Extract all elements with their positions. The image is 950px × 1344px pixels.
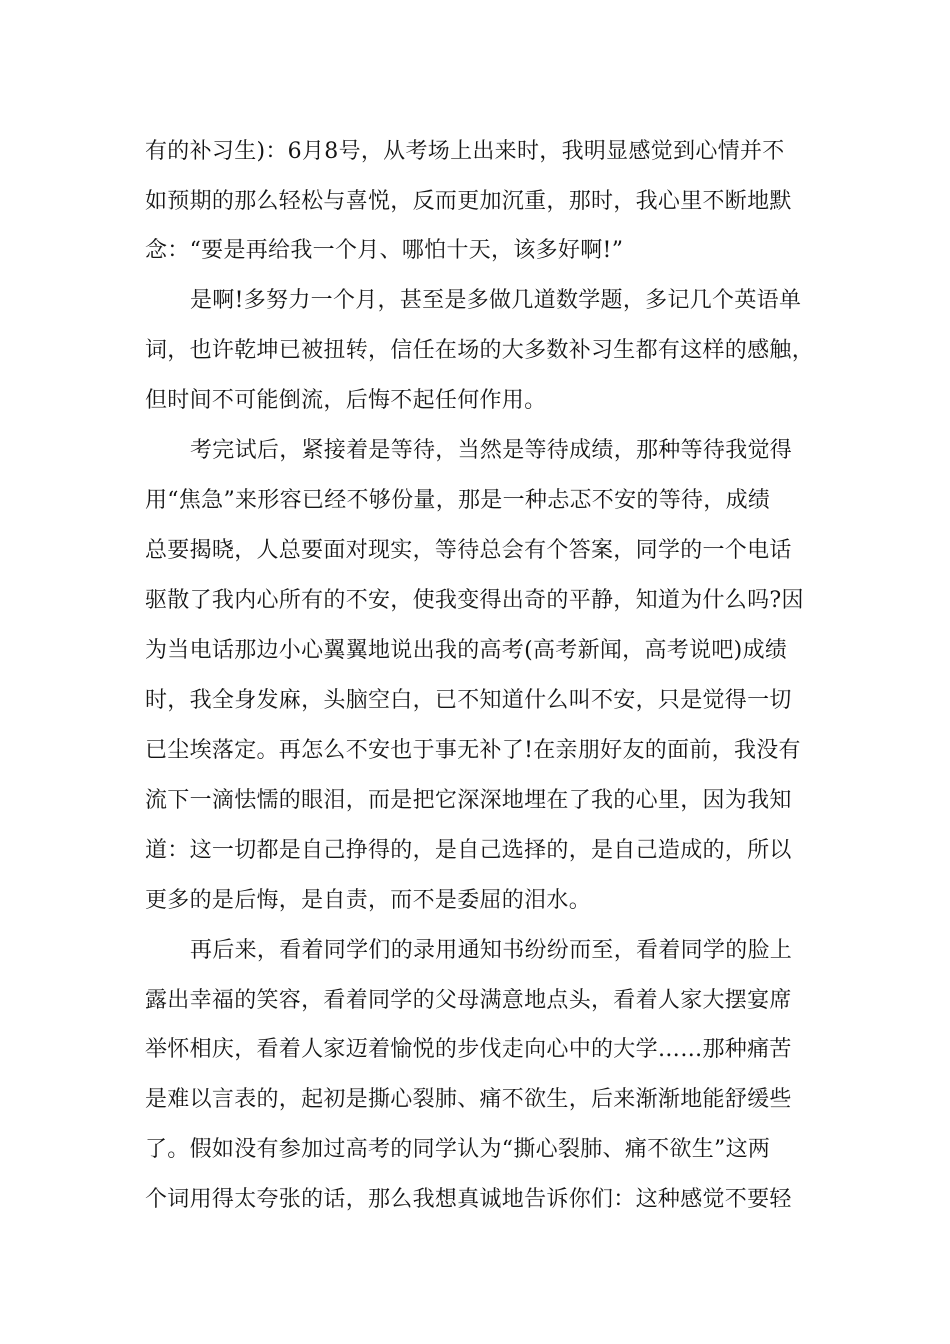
text-line: 举怀相庆，看着人家迈着愉悦的步伐走向心中的大学……那种痛苦 xyxy=(145,1037,792,1062)
text-line: 词，也许乾坤已被扭转，信任在场的大多数补习生都有这样的感触， xyxy=(145,338,815,363)
text-line: 驱散了我内心所有的不安，使我变得出奇的平静，知道为什么吗?因 xyxy=(145,588,804,613)
text-line: 有的补习生)：6月8号，从考场上出来时，我明显感觉到心情并不 xyxy=(145,139,785,164)
text-line: 时，我全身发麻，头脑空白，已不知道什么叫不安，只是觉得一切 xyxy=(145,688,792,713)
text-line: 用“焦急”来形容已经不够份量，那是一种忐忑不安的等待，成绩 xyxy=(145,488,771,513)
text-line: 为当电话那边小心翼翼地说出我的高考(高考新闻，高考说吧)成绩 xyxy=(145,638,788,663)
text-line: 了。假如没有参加过高考的同学认为“撕心裂肺、痛不欲生”这两 xyxy=(145,1137,771,1162)
text-line: 流下一滴怯懦的眼泪，而是把它深深地埋在了我的心里，因为我知 xyxy=(145,788,792,813)
text-line: 已尘埃落定。再怎么不安也于事无补了!在亲朋好友的面前，我没有 xyxy=(145,738,801,763)
text-line: 如预期的那么轻松与喜悦，反而更加沉重，那时，我心里不断地默 xyxy=(145,189,792,214)
text-line: 是难以言表的，起初是撕心裂肺、痛不欲生，后来渐渐地能舒缓些 xyxy=(145,1087,792,1112)
paragraph-first-line: 考完试后，紧接着是等待，当然是等待成绩，那种等待我觉得 xyxy=(190,438,793,463)
paragraph-first-line: 再后来，看着同学们的录用通知书纷纷而至，看着同学的脸上 xyxy=(190,938,793,963)
text-line: 念：“要是再给我一个月、哪怕十天，该多好啊!” xyxy=(145,238,624,263)
text-line: 总要揭晓，人总要面对现实，等待总会有个答案，同学的一个电话 xyxy=(145,538,792,563)
text-line: 露出幸福的笑容，看着同学的父母满意地点头，看着人家大摆宴席 xyxy=(145,988,792,1013)
text-line: 更多的是后悔，是自责，而不是委屈的泪水。 xyxy=(145,888,592,913)
text-line: 但时间不可能倒流，后悔不起任何作用。 xyxy=(145,388,547,413)
paragraph-first-line: 是啊!多努力一个月，甚至是多做几道数学题，多记几个英语单 xyxy=(190,288,802,313)
text-line: 道：这一切都是自己挣得的，是自己选择的，是自己造成的，所以 xyxy=(145,838,792,863)
text-line: 个词用得太夸张的话，那么我想真诚地告诉你们：这种感觉不要轻 xyxy=(145,1187,792,1212)
